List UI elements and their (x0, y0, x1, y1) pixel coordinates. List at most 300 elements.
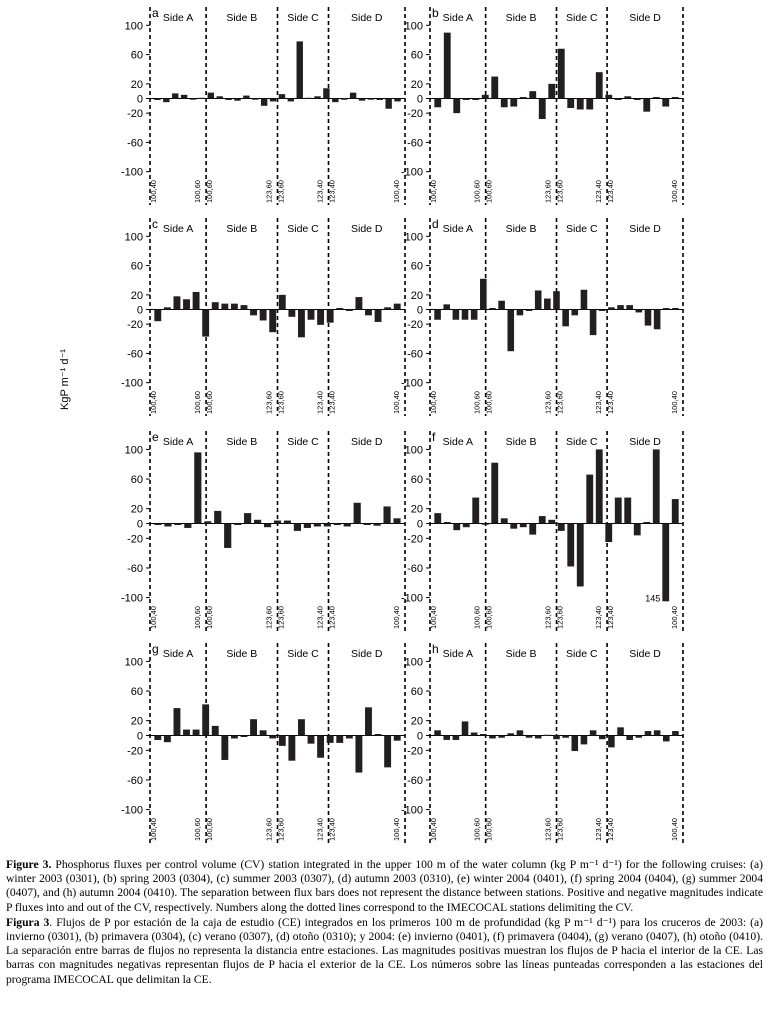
flux-bar (596, 72, 603, 98)
flux-bar (250, 719, 257, 735)
flux-bar (202, 310, 209, 337)
panel-b (401, 6, 683, 205)
flux-bar (164, 524, 171, 527)
flux-bar (463, 524, 470, 528)
flux-bar (482, 524, 489, 525)
y-tick-label: 100 (404, 231, 423, 244)
station-label: 100,60 (193, 180, 203, 203)
flux-bar (154, 99, 160, 100)
station-label: 100,40 (392, 606, 401, 629)
station-label: 100,60 (472, 818, 482, 841)
flux-bar (394, 736, 401, 741)
y-tick-label: 0 (416, 518, 423, 531)
flux-bar (510, 99, 517, 107)
y-tick-label: -60 (407, 137, 423, 150)
flux-bar (183, 299, 190, 309)
side-label: Side C (566, 436, 598, 448)
panel-letter: d (432, 217, 439, 231)
flux-bar (586, 475, 593, 524)
flux-bar (489, 308, 496, 309)
y-tick-label: 60 (410, 49, 423, 62)
panel-a (121, 6, 405, 205)
flux-bar (444, 522, 451, 523)
flux-bar (221, 304, 228, 310)
flux-bar (529, 524, 536, 535)
flux-bar (172, 93, 178, 98)
flux-bar (608, 307, 615, 309)
y-tick-label: 100 (124, 231, 143, 244)
flux-bar (184, 524, 191, 528)
y-tick-label: -60 (127, 562, 143, 575)
flux-bar (636, 310, 643, 313)
panel-letter: c (152, 217, 158, 231)
station-label: 100,60 (193, 391, 203, 414)
station-label: 100,40 (149, 606, 158, 629)
station-label: 100,60 (484, 818, 494, 841)
flux-bar (529, 91, 536, 98)
flux-bar (193, 730, 200, 736)
y-tick-label: 60 (410, 260, 423, 273)
flux-bar (354, 503, 361, 524)
side-label: Side B (505, 12, 537, 24)
side-label: Side D (350, 12, 383, 24)
flux-bar (154, 736, 161, 740)
station-label: 100,40 (429, 180, 438, 203)
flux-bar (599, 310, 606, 311)
caption-english-text: Phosphorus fluxes per control volume (CV) station integrated in the upper 100 m of the water column (kg P m⁻¹ d⁻¹) for the following cruises: (a) winter 2003 (0301), (b) spring 2003 (0304), (c) summer 2003 (0307), (d) autumn 2003 (0310), (e) winter 2004 (0401), (f) spring 2004 (0404), (g) summer 2004 (0407), and (h) autumn 2004 (0410). The separation between flux bars does not represent the distance between stations. Positive and negative magnitudes indicate P fluxes into and out of the CV, respectively. Numbers along the dotted lines correspond to the IMECOCAL stations delimiting the CV. (6, 858, 763, 914)
flux-bar (663, 308, 670, 309)
flux-bar (599, 736, 606, 740)
flux-bar (297, 41, 303, 98)
side-label: Side B (226, 436, 258, 448)
side-label: Side A (442, 648, 474, 660)
station-label: 123,40 (315, 391, 325, 414)
flux-bar (590, 730, 597, 735)
station-label: 123,40 (327, 606, 337, 629)
flux-bar (193, 292, 200, 310)
flux-bar (645, 310, 652, 326)
flux-bar (224, 524, 231, 548)
flux-bar (634, 99, 641, 100)
flux-bar (462, 310, 469, 320)
station-label: 123,40 (315, 606, 325, 629)
side-label: Side A (162, 436, 194, 448)
side-label: Side B (505, 648, 537, 660)
flux-bar (501, 518, 508, 523)
side-label: Side B (226, 223, 258, 235)
flux-bar (375, 310, 382, 322)
side-label: Side D (350, 223, 383, 235)
flux-bar (472, 498, 479, 524)
flux-bar (520, 524, 527, 528)
side-label: Side A (442, 223, 474, 235)
side-label: Side A (162, 223, 194, 235)
flux-bar (244, 513, 251, 523)
y-tick-label: -100 (120, 377, 143, 390)
flux-bar (181, 95, 187, 99)
flux-bar (264, 524, 271, 528)
flux-bar (212, 726, 219, 736)
side-label: Side D (629, 436, 661, 448)
flux-bar (567, 524, 574, 567)
panel-c (121, 217, 405, 416)
y-tick-label: -60 (127, 137, 143, 150)
flux-bar (643, 522, 650, 523)
y-tick-label: 20 (410, 503, 423, 516)
y-tick-label: 100 (404, 444, 423, 457)
flux-bar (581, 290, 588, 310)
flux-bar (471, 733, 478, 736)
station-label: 100,60 (205, 391, 215, 414)
flux-bar (471, 310, 478, 320)
panel-e (121, 430, 405, 631)
y-tick-label: 0 (416, 93, 423, 106)
station-label: 123,60 (276, 391, 286, 414)
flux-bar (269, 310, 276, 333)
flux-bar (577, 99, 584, 110)
station-label: 100,40 (670, 391, 679, 414)
flux-bar (462, 721, 469, 735)
flux-bar (453, 99, 460, 114)
flux-bar (241, 305, 248, 309)
flux-bar (539, 99, 546, 119)
flux-bar (355, 297, 362, 309)
flux-bar (489, 736, 496, 739)
y-tick-label: -60 (407, 348, 423, 361)
flux-bar (562, 310, 569, 327)
flux-bar (208, 93, 214, 99)
side-label: Side C (287, 436, 319, 448)
flux-bar (617, 727, 624, 735)
flux-bar (279, 736, 286, 746)
flux-bar (480, 279, 487, 310)
station-label: 100,60 (193, 606, 203, 629)
flux-bar (314, 524, 321, 527)
panel-letter: b (432, 6, 439, 20)
flux-bar (154, 524, 161, 525)
flux-bar (164, 736, 171, 743)
station-label: 100,60 (205, 818, 215, 841)
flux-bar (672, 308, 679, 309)
flux-bar (453, 524, 460, 531)
station-label: 123,60 (264, 606, 274, 629)
flux-bar (491, 463, 498, 524)
station-label: 123,40 (594, 180, 604, 203)
flux-bar (517, 730, 524, 735)
y-tick-label: 20 (410, 715, 423, 728)
caption-english (6, 858, 763, 915)
y-tick-label: -60 (407, 774, 423, 787)
panel-letter: e (152, 430, 159, 444)
flux-bar (274, 521, 281, 524)
flux-bar (212, 302, 219, 309)
flux-bar (154, 310, 161, 322)
y-tick-label: 20 (410, 78, 423, 91)
y-tick-label: -100 (120, 166, 143, 179)
flux-bar (183, 730, 190, 736)
flux-bar (365, 310, 372, 316)
station-label: 123,60 (276, 180, 286, 203)
flux-bar (332, 99, 338, 103)
flux-bar (279, 94, 285, 98)
flux-bar (562, 736, 569, 738)
station-label: 100,40 (392, 818, 401, 841)
station-label: 123,40 (315, 818, 325, 841)
y-tick-label: -60 (127, 348, 143, 361)
y-tick-label: 100 (404, 20, 423, 33)
flux-bar (643, 99, 650, 112)
side-label: Side D (350, 436, 383, 448)
y-tick-label: 60 (130, 474, 143, 487)
y-tick-label: -100 (120, 804, 143, 817)
flux-bar (190, 99, 196, 100)
y-tick-label: 20 (130, 503, 143, 516)
station-label: 123,60 (555, 818, 565, 841)
side-label: Side D (629, 648, 661, 660)
station-label: 123,40 (606, 606, 616, 629)
y-tick-label: 60 (130, 49, 143, 62)
flux-bar (385, 99, 391, 109)
panel-letter: f (432, 430, 436, 444)
flux-bar (298, 310, 305, 338)
station-label: 100,60 (472, 180, 482, 203)
station-label: 100,40 (670, 180, 679, 203)
flux-bar (596, 449, 603, 523)
flux-bar (225, 99, 231, 100)
y-tick-label: 0 (136, 93, 143, 106)
station-label: 100,60 (484, 180, 494, 203)
flux-bar (498, 301, 505, 310)
flux-bar (634, 524, 641, 536)
flux-bar (174, 524, 181, 525)
panel-letter: h (432, 642, 439, 656)
y-tick-label: -60 (407, 562, 423, 575)
station-label: 123,40 (594, 391, 604, 414)
flux-bar (434, 310, 441, 320)
flux-bar (581, 736, 588, 745)
flux-bar (164, 307, 171, 309)
y-tick-label: -20 (407, 745, 423, 758)
flux-bar (279, 295, 286, 310)
flux-bar (444, 33, 451, 99)
flux-bar (548, 520, 555, 524)
flux-bar (526, 310, 533, 311)
flux-bar (344, 524, 351, 527)
flux-bar (202, 704, 209, 735)
caption-spanish-text: . Flujos de P por estación de la caja de estudio (CE) integrados en los primeros 100 m de profundidad (kg P m⁻¹ d⁻¹) para los cruceros de 2003: (a) invierno (0301), (b) primavera (0304), (c) verano (0307), (d) otoño (0310); y 2004: (e) invierno (0401), (f) primavera (0404), (g) verano (0407), (h) otoño (0410). La separación entre barras de flujos no representa la distancia entre estaciones. Las magnitudes positivas muestran los flujos de P hacia el interior de la CE. Las barras con magnitudes negativas representan flujos de P hacia el exterior de la CE. Los números sobre las líneas punteadas corresponden a las estaciones del programa IMECOCAL que delimitan la CE. (6, 915, 763, 986)
side-label: Side D (629, 223, 661, 235)
station-label: 123,40 (315, 180, 325, 203)
flux-bar (284, 521, 291, 524)
side-label: Side C (287, 12, 319, 24)
flux-bar (231, 304, 238, 310)
flux-bar (214, 511, 221, 524)
flux-bar (453, 310, 460, 320)
flux-bar (355, 736, 362, 773)
side-label: Side A (162, 12, 194, 24)
side-label: Side C (566, 12, 598, 24)
flux-bar (605, 95, 612, 99)
station-label: 123,40 (327, 818, 337, 841)
y-tick-label: -20 (407, 319, 423, 332)
flux-bar (553, 736, 560, 740)
flux-bar (234, 524, 241, 525)
flux-bar (252, 99, 258, 100)
flux-bar (368, 99, 374, 100)
flux-bar (636, 736, 643, 738)
flux-bar (260, 310, 267, 321)
station-label: 100,40 (149, 391, 158, 414)
station-label: 100,60 (472, 606, 482, 629)
flux-bar (482, 95, 489, 99)
flux-bar (173, 296, 180, 309)
flux-bar (662, 524, 669, 602)
station-label: 123,60 (276, 606, 286, 629)
flux-bar (336, 308, 343, 309)
y-tick-label: 0 (136, 304, 143, 317)
flux-bar (586, 99, 593, 110)
station-label: 100,40 (149, 818, 158, 841)
flux-bar (243, 96, 249, 99)
station-label: 123,60 (543, 180, 553, 203)
flux-bar (558, 524, 565, 531)
side-label: Side C (287, 648, 319, 660)
station-label: 100,40 (429, 606, 438, 629)
flux-bar (491, 77, 498, 99)
station-label: 123,60 (555, 391, 565, 414)
flux-bar (163, 99, 169, 103)
flux-bar (558, 49, 565, 99)
station-label: 123,40 (327, 391, 337, 414)
station-label: 100,40 (392, 180, 401, 203)
y-axis-label: KgP m⁻¹ d⁻¹ (59, 349, 71, 410)
y-tick-label: 20 (130, 289, 143, 302)
flux-bar (480, 734, 487, 735)
flux-bar (327, 736, 334, 743)
flux-bar (535, 736, 542, 739)
flux-bar (334, 524, 341, 525)
flux-bar (544, 735, 551, 736)
side-label: Side A (442, 436, 474, 448)
y-tick-label: 100 (124, 656, 143, 669)
flux-bar (294, 524, 301, 531)
flux-bar (539, 516, 546, 523)
flux-bar (298, 719, 305, 735)
side-label: Side B (505, 223, 537, 235)
flux-bar (672, 97, 679, 98)
flux-bar (375, 734, 382, 735)
y-tick-label: -60 (127, 774, 143, 787)
flux-bar (314, 96, 320, 98)
y-tick-label: 0 (136, 730, 143, 743)
station-label: 123,60 (264, 818, 274, 841)
station-label: 100,40 (392, 391, 401, 414)
flux-bar (608, 736, 615, 748)
flux-bar (535, 290, 542, 309)
side-label: Side D (629, 12, 661, 24)
station-label: 100,60 (193, 818, 203, 841)
y-tick-label: -20 (127, 319, 143, 332)
station-label: 100,40 (429, 391, 438, 414)
flux-bar (510, 524, 517, 529)
side-label: Side C (566, 223, 598, 235)
flux-bar (434, 513, 441, 523)
flux-bar (672, 499, 679, 523)
flux-bar (346, 310, 353, 311)
flux-bar (288, 310, 295, 317)
flux-bar (443, 736, 450, 740)
station-label: 100,60 (484, 606, 494, 629)
flux-bar (346, 736, 353, 739)
y-tick-label: 60 (130, 260, 143, 273)
flux-bar (260, 730, 267, 735)
flux-bar (605, 524, 612, 543)
flux-bar (374, 524, 381, 526)
y-tick-label: -20 (127, 108, 143, 121)
flux-bar (553, 291, 560, 309)
flux-bar (254, 520, 261, 524)
station-label: 123,60 (543, 818, 553, 841)
station-label: 100,40 (149, 180, 158, 203)
y-tick-label: 100 (124, 20, 143, 33)
flux-bar (567, 99, 574, 109)
y-tick-label: -20 (407, 533, 423, 546)
flux-bar (250, 310, 257, 316)
station-label: 100,60 (205, 606, 215, 629)
flux-bar (624, 498, 631, 524)
flux-bar (394, 99, 400, 102)
flux-bar (365, 707, 372, 735)
flux-bar (663, 736, 670, 742)
station-label: 123,60 (264, 180, 274, 203)
panel-f (401, 430, 683, 631)
flux-bar (327, 310, 334, 323)
flux-bar (394, 304, 401, 310)
flux-bar (654, 730, 661, 735)
y-tick-label: 0 (136, 518, 143, 531)
flux-bar (341, 99, 347, 100)
y-tick-label: -20 (127, 745, 143, 758)
flux-bar (305, 98, 311, 99)
station-label: 123,60 (555, 606, 565, 629)
flux-bar (317, 310, 324, 325)
flux-bar (463, 99, 470, 100)
station-label: 100,40 (429, 818, 438, 841)
flux-bar (241, 736, 248, 737)
flux-bar (194, 452, 201, 523)
flux-bar (615, 498, 622, 524)
station-label: 123,60 (555, 180, 565, 203)
flux-bar (672, 731, 679, 735)
station-label: 100,60 (205, 180, 215, 203)
y-tick-label: 20 (410, 289, 423, 302)
station-label: 123,40 (606, 180, 616, 203)
station-label: 123,60 (264, 391, 274, 414)
y-tick-label: 60 (410, 686, 423, 699)
y-tick-label: -100 (120, 592, 143, 605)
flux-bar (288, 736, 295, 761)
flux-bar (577, 524, 584, 587)
flux-bar (498, 736, 505, 738)
side-label: Side B (505, 436, 537, 448)
panel-letter: g (152, 642, 159, 656)
caption-spanish-label: Figura 3 (6, 915, 50, 929)
flux-bar (308, 310, 315, 320)
flux-bar (393, 518, 400, 523)
flux-bar (548, 84, 555, 99)
flux-bar (590, 310, 597, 336)
flux-bar (288, 99, 294, 102)
